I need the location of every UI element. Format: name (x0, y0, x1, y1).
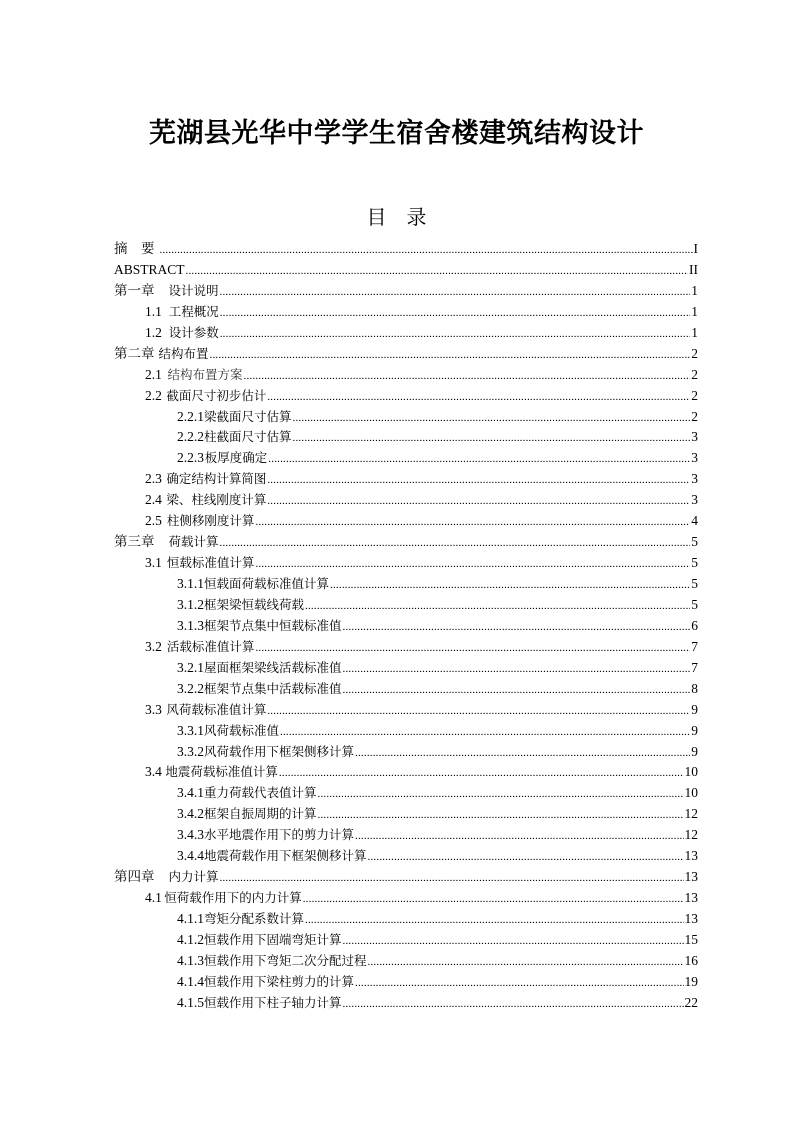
toc-leader-dots (268, 449, 690, 470)
toc-page-number: 2 (691, 366, 698, 382)
toc-entry[interactable] (114, 574, 698, 595)
toc-leader-dots (318, 805, 684, 826)
toc-page-number: 13 (684, 848, 698, 864)
toc-leader-dots (368, 952, 684, 973)
toc-page-number: 6 (691, 617, 698, 633)
toc-entry[interactable] (114, 742, 698, 763)
toc-entry-number: 4.1.1 (177, 911, 204, 926)
toc-entry-label: 确定结构计算简图 (166, 471, 267, 487)
toc-leader-dots (244, 366, 691, 387)
toc-entry-label: 重力荷载代表值计算 (204, 785, 317, 801)
toc-leader-dots (267, 491, 690, 512)
toc-entry-number: 3.4.3 (177, 827, 204, 843)
toc-page-number: 19 (684, 973, 698, 989)
toc-page-number: I (693, 241, 698, 256)
toc-entry-label: 结构布置方案 (167, 366, 243, 382)
toc-leader-dots (280, 722, 690, 743)
toc-entry-label: 风荷载作用下框架侧移计算 (204, 743, 355, 759)
toc-entry-number: 3.1.1 (177, 576, 204, 591)
toc-entry-number: 3.1.2 (177, 596, 204, 612)
toc-entry-number: 2.2.3 (177, 450, 204, 466)
toc-page-number: 3 (691, 429, 698, 445)
toc-entry-label: 框架梁恒载线荷载 (204, 596, 305, 612)
toc-page-number: 22 (684, 994, 698, 1010)
toc-leader-dots (220, 324, 691, 345)
toc-entry-number: 3.3.2 (177, 743, 204, 759)
toc-entry[interactable] (114, 700, 698, 721)
toc-entry[interactable] (114, 846, 698, 867)
toc-page-number: 8 (691, 680, 698, 696)
toc-page-number: 12 (684, 806, 698, 822)
toc-entry-number: 2.3 (145, 471, 162, 487)
toc-leader-dots (279, 763, 684, 784)
toc-entry-number: 3.3 (145, 701, 162, 717)
toc-entry[interactable] (114, 930, 698, 951)
toc-entry-number: 3.4.1 (177, 785, 204, 801)
toc-entry-label: 恒载标准值计算 (166, 555, 255, 571)
toc-entry[interactable] (114, 972, 698, 993)
toc-entry[interactable] (114, 448, 698, 469)
toc-entry[interactable] (114, 951, 698, 972)
toc-page-number: 12 (684, 827, 698, 843)
toc-leader-dots (293, 408, 691, 429)
toc-page-number: 5 (691, 534, 698, 550)
toc-entry-number: 第一章 (114, 282, 155, 298)
toc-entry-label: 截面尺寸初步估计 (166, 387, 267, 403)
toc-entry[interactable] (114, 909, 698, 930)
toc-page-number: 2 (691, 408, 698, 424)
toc-entry-label: 风荷载标准值 (204, 722, 280, 738)
toc-entry-number: 3.4.4 (177, 848, 204, 864)
toc-leader-dots (305, 596, 690, 617)
toc-page-number: 15 (684, 931, 698, 947)
toc-entry[interactable] (114, 679, 698, 700)
toc-leader-dots (255, 638, 690, 659)
toc-page-number: 1 (691, 282, 698, 298)
toc-entry-number: 3.4 (145, 764, 162, 780)
toc-leader-dots (210, 345, 691, 366)
toc-page-number: 3 (691, 450, 698, 466)
toc-entry-label: 荷载计算 (168, 534, 219, 550)
toc-entry[interactable] (114, 532, 698, 553)
toc-entry-label: 设计说明 (168, 282, 219, 298)
toc-leader-dots (255, 512, 690, 533)
toc-entry-label: 柱侧移刚度计算 (166, 513, 255, 529)
toc-entry-number: 3.2.2 (177, 680, 204, 696)
toc-entry[interactable] (114, 407, 698, 428)
toc-page-number: 13 (684, 911, 698, 926)
toc-entry-label: 框架节点集中活载标准值 (204, 680, 342, 696)
toc-leader-dots (343, 680, 691, 701)
toc-entry-number: 4.1.2 (177, 931, 204, 947)
toc-entry-number: 第四章 (114, 869, 155, 885)
toc-leader-dots (293, 428, 691, 449)
toc-entry-number: 3.2.1 (177, 659, 204, 675)
toc-page-number: 7 (691, 638, 698, 654)
toc-entry-label: 恒载面荷载标准值计算 (204, 576, 330, 591)
toc-entry-number: 1.2 (145, 324, 162, 340)
toc-leader-dots (330, 575, 690, 596)
toc-entry[interactable] (114, 323, 698, 344)
toc-entry-label: 恒载作用下固端弯矩计算 (204, 931, 342, 947)
toc-entry-number: 2.2 (145, 387, 162, 403)
toc-leader-dots (343, 617, 691, 638)
toc-page-number: 4 (691, 513, 698, 529)
toc-leader-dots (343, 659, 691, 680)
toc-page-number: 3 (691, 471, 698, 487)
toc-page-number: 9 (691, 722, 698, 738)
toc-entry-label: 弯矩分配系数计算 (204, 911, 305, 926)
toc-leader-dots (368, 847, 684, 868)
toc-leader-dots (220, 303, 691, 324)
document-title: 芜湖县光华中学学生宿舍楼建筑结构设计 (149, 118, 644, 149)
toc-entry[interactable] (114, 281, 698, 302)
toc-entry-number: 4.1.3 (177, 952, 204, 968)
toc-entry-label: 恒载作用下弯矩二次分配过程 (204, 952, 367, 968)
toc-entry[interactable] (114, 260, 698, 281)
toc-page-number: 16 (684, 952, 698, 968)
toc-entry[interactable] (114, 721, 698, 742)
toc-entry[interactable] (114, 825, 698, 846)
toc-entry-number: 3.1.3 (177, 617, 204, 633)
toc-leader-dots (220, 868, 684, 889)
toc-entry-number: 3.1 (145, 555, 162, 571)
toc-page-number: 5 (691, 555, 698, 571)
toc-entry[interactable] (114, 365, 698, 386)
toc-leader-dots (343, 994, 684, 1015)
toc-entry-number: 4.1.5 (177, 994, 204, 1010)
toc-entry-label: 结构布置 (158, 345, 209, 361)
toc-entry-number: 第二章 (114, 345, 155, 361)
toc-entry[interactable] (114, 302, 698, 323)
toc-entry-label: 内力计算 (168, 869, 219, 885)
toc-entry-label: 风荷载标准值计算 (166, 701, 267, 717)
table-of-contents (114, 239, 698, 1014)
toc-page-number: 1 (691, 324, 698, 340)
toc-entry-number: 1.1 (145, 303, 162, 319)
toc-entry-label: 水平地震作用下的剪力计算 (204, 827, 355, 843)
toc-entry-label: 梁、柱线刚度计算 (166, 492, 267, 508)
toc-entry[interactable] (114, 386, 698, 407)
toc-leader-dots (318, 784, 684, 805)
toc-page-number: 3 (691, 492, 698, 508)
toc-page-number: 7 (691, 659, 698, 675)
toc-entry[interactable] (114, 239, 698, 260)
toc-entry-number: 2.5 (145, 513, 162, 529)
toc-leader-dots (255, 554, 690, 575)
toc-entry-number: 2.1 (145, 366, 162, 382)
toc-entry[interactable] (114, 344, 698, 365)
toc-entry[interactable] (114, 553, 698, 574)
toc-leader-dots (220, 533, 691, 554)
toc-page-number: 10 (684, 764, 698, 780)
toc-page-number: 9 (691, 701, 698, 717)
toc-entry-label: 框架自振周期的计算 (204, 806, 317, 822)
toc-entry[interactable] (114, 637, 698, 658)
toc-entry[interactable] (114, 658, 698, 679)
toc-entry-label: 地震荷载作用下框架侧移计算 (204, 848, 367, 864)
toc-entry-label: 柱截面尺寸估算 (204, 429, 292, 445)
toc-entry-label: 框架节点集中恒载标准值 (204, 617, 342, 633)
toc-entry[interactable] (114, 427, 698, 448)
toc-entry-label: 地震荷载标准值计算 (165, 764, 278, 780)
toc-leader-dots (343, 931, 684, 952)
toc-page-number: II (689, 261, 698, 277)
toc-leader-dots (267, 701, 690, 722)
toc-entry-number: 3.4.2 (177, 806, 204, 822)
toc-page-number: 2 (691, 345, 698, 361)
toc-heading-char-1: 目 (366, 205, 387, 229)
toc-entry[interactable] (114, 762, 698, 783)
toc-entry[interactable] (114, 804, 698, 825)
toc-leader-dots (305, 910, 683, 931)
toc-entry-label: 工程概况 (168, 303, 219, 319)
toc-leader-dots (303, 889, 684, 910)
toc-entry-label: 恒载作用下梁柱剪力的计算 (204, 973, 355, 989)
toc-leader-dots (186, 261, 688, 282)
toc-entry-number: 摘 要 (114, 241, 155, 256)
toc-leader-dots (267, 387, 690, 408)
toc-page-number: 5 (691, 576, 698, 591)
toc-leader-dots (267, 470, 690, 491)
toc-leader-dots (355, 973, 683, 994)
toc-entry-label: ABSTRACT (114, 261, 185, 277)
toc-entry[interactable] (114, 783, 698, 804)
toc-entry[interactable] (114, 511, 698, 532)
toc-entry-number: 2.2.1 (177, 408, 204, 424)
toc-entry[interactable] (114, 616, 698, 637)
toc-leader-dots (355, 743, 690, 764)
toc-leader-dots (220, 282, 691, 303)
toc-entry[interactable] (114, 993, 698, 1014)
toc-entry-label: 活载标准值计算 (166, 638, 255, 654)
toc-heading-char-2: 录 (406, 205, 427, 229)
toc-entry[interactable] (114, 888, 698, 909)
toc-page-number: 1 (691, 303, 698, 319)
toc-entry-number: 4.1 (145, 890, 162, 906)
toc-entry-number: 4.1.4 (177, 973, 204, 989)
toc-heading (0, 203, 793, 231)
toc-entry-label: 屋面框架梁线活载标准值 (204, 659, 342, 675)
toc-leader-dots (160, 240, 693, 261)
toc-entry[interactable] (114, 490, 698, 511)
toc-entry-label: 梁截面尺寸估算 (204, 408, 292, 424)
toc-entry[interactable] (114, 469, 698, 490)
toc-entry-number: 2.4 (145, 492, 162, 508)
toc-entry[interactable] (114, 595, 698, 616)
toc-page-number: 2 (691, 387, 698, 403)
toc-page-number: 9 (691, 743, 698, 759)
toc-entry-label: 板厚度确定 (204, 450, 268, 466)
toc-entry-label: 恒荷载作用下的内力计算 (164, 890, 302, 906)
toc-entry-label: 设计参数 (168, 324, 219, 340)
toc-entry[interactable] (114, 867, 698, 888)
toc-leader-dots (355, 826, 683, 847)
toc-entry-label: 恒载作用下柱子轴力计算 (204, 994, 342, 1010)
toc-page-number: 10 (684, 785, 698, 801)
toc-page-number: 5 (691, 596, 698, 612)
toc-entry-number: 第三章 (114, 534, 155, 550)
toc-page-number: 13 (684, 890, 698, 906)
toc-entry-number: 3.3.1 (177, 722, 204, 738)
toc-entry-number: 3.2 (145, 638, 162, 654)
toc-entry-number: 2.2.2 (177, 429, 204, 445)
toc-page-number: 13 (684, 869, 698, 885)
